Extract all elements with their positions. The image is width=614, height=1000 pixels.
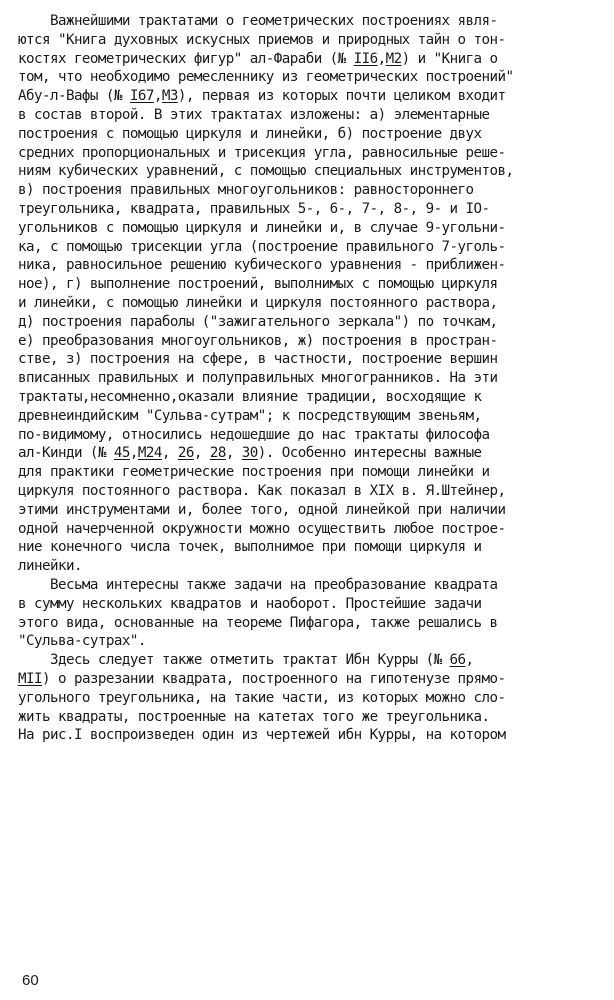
text-run: ) о разрезании квадрата, построенного на гипотенузе прямо- [41,671,506,687]
text-line [18,181,474,199]
text-line [18,350,498,368]
text-run: ниям кубических уравнений, с помощью специальных инструментов, [18,163,514,180]
text-line [18,388,482,406]
text-run: д) построения параболы ("зажигательного зеркала") по точкам, [18,313,498,330]
text-run: этими инструментами и, более того, одной линейкой при наличии [18,501,506,518]
text-run: На рис.I воспроизведен один из чертежей ибн Курры, на котором [18,727,506,744]
text-run: трактаты,несомненно,оказали влияние традиции, восходящие к [18,389,482,405]
text-line [18,501,506,519]
reference-number: I67 [129,88,154,105]
text-line [18,200,490,218]
text-run: этого вида, основанные на теореме Пифагора, также решались в [18,614,498,631]
text-line [18,689,506,707]
reference-number: II6 [353,50,378,67]
reference-number: 66 [449,652,466,669]
text-run: том, что необходимо ремесленнику из геометрических построений" [18,69,514,86]
text-run: ное), г) выполнение построений, выполнимых с помощью циркуля [18,276,498,293]
text-line [18,275,498,293]
text-run: жить квадраты, построенные на катетах того же треугольника. [18,708,490,725]
text-run: одной начерченной окружности можно осуществить любое построе- [18,520,506,537]
text-run: ние конечного числа точек, выполнимое при помощи циркуля и [18,539,482,556]
text-run: ) и "Книга о [401,50,498,67]
page-number: 60 [22,972,39,989]
text-line [18,538,482,556]
text-line [18,708,490,726]
text-run: ника, равносильное решению кубического уравнения - приближен- [18,257,506,274]
text-line [18,332,498,350]
text-run: , [153,88,162,105]
text-run: , [193,445,210,462]
text-line [18,576,498,594]
text-line [18,632,146,650]
text-run: построения с помощью циркуля и линейки, б) построение двух [18,125,482,142]
text-line [18,12,498,30]
text-run: ка, с помощью трисекции угла (построение правильного 7-уголь- [18,238,506,255]
reference-number: МII [18,671,42,687]
text-run: , [377,50,386,67]
text-run: в сумму нескольких квадратов и наоборот. Простейшие задачи [18,595,482,612]
text-run: для практики геометрические построения при помощи линейки и [18,464,490,481]
reference-number: 28 [209,445,226,462]
text-line [18,256,506,274]
text-line [18,407,482,425]
text-run: костях геометрических фигур" ал-Фараби (№ [18,50,354,67]
text-run: угольного треугольника, на такие части, из которых можно сло- [18,689,506,706]
text-run: е) преобразования многоугольников, ж) построения в простран- [18,332,498,349]
text-line [18,520,506,538]
text-run: Абу-л-Вафы (№ [18,88,130,105]
text-line [18,87,506,105]
text-run: ал-Кинди (№ [18,445,114,462]
text-run: , [129,445,138,462]
text-line [18,463,490,481]
text-run: вписанных правильных и полуправильных многогранников. На эти [18,370,498,387]
text-run: средних пропорциональных и трисекция угла, равносильные реше- [18,144,506,161]
text-line [18,106,490,124]
text-run: , [225,445,242,462]
text-line [18,651,474,669]
text-run: ). Особенно интересны важные [257,445,482,462]
text-run: ются "Книга духовных искусных приемов и природных тайн о тон- [18,31,506,48]
text-run: Здесь следует также отметить трактат Ибн Курры (№ [18,652,450,669]
reference-number: 30 [241,445,258,462]
text-line [18,614,498,632]
text-run: по-видимому, относились недошедшие до нас трактаты философа [18,426,490,443]
text-run: линейки. [18,558,82,575]
text-run: в) построения правильных многоугольников: равностороннего [18,182,474,199]
text-line [18,31,506,49]
text-run: Весьма интересны также задачи на преобразование квадрата [18,577,498,593]
text-run: циркуля постоянного раствора. Как показал в XIX в. Я.Штейнер, [18,483,506,499]
text-line [18,369,498,387]
reference-number: М2 [385,50,402,67]
text-line [18,557,82,575]
text-run: Важнейшими трактатами о геометрических построениях явля- [18,13,498,29]
text-line [18,726,506,744]
text-line [18,444,482,462]
text-line [18,219,506,237]
text-line [18,50,498,68]
text-line [18,162,513,180]
text-run: в состав второй. В этих трактатах изложены: а) элементарные [18,107,490,123]
reference-number: М3 [161,88,178,105]
text-line [18,595,482,613]
text-line [18,670,506,688]
text-line [18,144,506,162]
text-line [18,313,498,331]
reference-number: М24 [137,445,162,462]
text-line [18,482,506,500]
text-line [18,68,513,86]
text-run: , [161,445,178,462]
text-run: и линейки, с помощью линейки и циркуля постоянного раствора, [18,295,498,311]
text-line [18,238,506,256]
text-line [18,125,482,143]
text-run: "Сульва-сутрах". [18,633,146,650]
reference-number: 45 [113,445,130,462]
text-run: треугольника, квадрата, правильных 5-, 6-, 7-, 8-, 9- и IO- [18,201,490,217]
text-run: угольников с помощью циркуля и линейки и, в случае 9-угольни- [18,219,506,236]
text-run: древнеиндийским "Сульва-сутрам"; к посредствующим звеньям, [18,407,482,424]
text-line [18,426,490,444]
text-run: ), первая из которых почти целиком входит [177,88,506,105]
text-run: , [465,652,474,669]
text-run: стве, з) построения на сфере, в частности, построение вершин [18,351,498,368]
reference-number: 26 [177,445,194,462]
text-line [18,294,498,312]
